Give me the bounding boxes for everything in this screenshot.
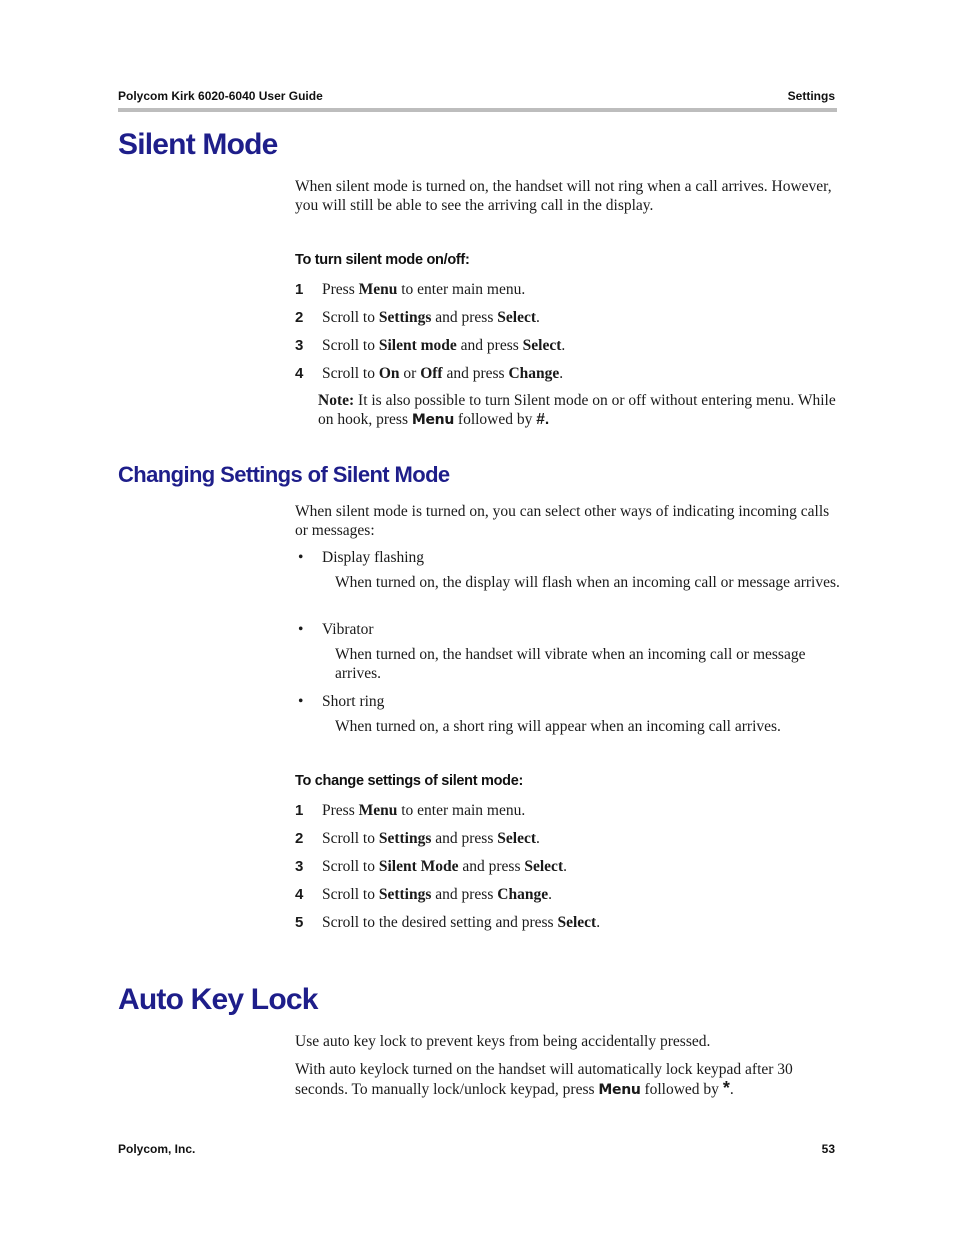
step-number: 1 — [295, 281, 304, 298]
bullet-label: Short ring — [322, 693, 385, 710]
footer-company: Polycom, Inc. — [118, 1142, 196, 1156]
auto-key-lock-description: With auto keylock turned on the handset will automatically lock keypad after 30 seconds. To manually lock/unlock keypad, press Menu followed by *. — [295, 1061, 793, 1098]
changing-settings-heading: Changing Settings of Silent Mode — [118, 462, 450, 487]
step-text: Scroll to the desired setting and press Select. — [322, 914, 601, 931]
step-number: 2 — [295, 830, 304, 847]
bullet-dot: • — [298, 693, 304, 710]
bullet-description: When turned on, the display will flash when an incoming call or message arrives. — [335, 574, 840, 591]
step-number: 4 — [295, 365, 304, 382]
header-rule — [118, 108, 837, 112]
step-number: 4 — [295, 886, 304, 903]
page-number: 53 — [821, 1142, 835, 1156]
turn-silent-procedure-title: To turn silent mode on/off: — [295, 252, 470, 268]
step-text: Scroll to Silent mode and press Select. — [322, 337, 566, 354]
running-header-title: Polycom Kirk 6020-6040 User Guide — [118, 89, 323, 103]
step-text: Scroll to On or Off and press Change. — [322, 365, 564, 382]
bullet-description: When turned on, a short ring will appear when an incoming call arrives. — [335, 718, 781, 735]
step-text: Scroll to Settings and press Change. — [322, 886, 552, 903]
running-header-section: Settings — [787, 89, 835, 103]
step-text: Press Menu to enter main menu. — [322, 802, 526, 819]
step-number: 2 — [295, 309, 304, 326]
silent-mode-heading: Silent Mode — [118, 128, 278, 161]
silent-mode-intro — [295, 177, 840, 215]
bullet-label: Display flashing — [322, 549, 425, 566]
step-text: Scroll to Silent Mode and press Select. — [322, 858, 567, 875]
star-key-symbol: * — [722, 1078, 730, 1098]
bullet-dot: • — [298, 621, 304, 638]
silent-mode-intro-text: When silent mode is turned on, the handset will not ring when a call arrives. However, you will still be able to see the arriving call in the display. — [295, 178, 832, 214]
step-text: Scroll to Settings and press Select. — [322, 830, 540, 847]
changing-settings-intro — [295, 502, 840, 540]
hash-key-symbol: #. — [536, 411, 550, 428]
auto-key-lock-heading: Auto Key Lock — [118, 983, 318, 1016]
step-number: 3 — [295, 337, 304, 354]
bullet-description: When turned on, the handset will vibrate when an incoming call or message arrives. — [335, 646, 806, 682]
step-text: Press Menu to enter main menu. — [322, 281, 526, 298]
step-number: 5 — [295, 914, 304, 931]
step-number: 1 — [295, 802, 304, 819]
note-label: Note: — [318, 392, 355, 409]
step-text: Scroll to Settings and press Select. — [322, 309, 540, 326]
step-number: 3 — [295, 858, 304, 875]
silent-mode-note: Note: It is also possible to turn Silent mode on or off without entering menu. While on hook, press Menu followed by #. — [318, 392, 836, 428]
bullet-label: Vibrator — [322, 621, 374, 638]
menu-key-symbol: Menu — [598, 1082, 641, 1098]
auto-key-lock-intro-text: Use auto key lock to prevent keys from being accidentally pressed. — [295, 1033, 711, 1050]
bullet-dot: • — [298, 549, 304, 566]
changing-settings-intro-text: When silent mode is turned on, you can select other ways of indicating incoming calls or messages: — [295, 503, 830, 539]
menu-key-symbol: Menu — [411, 412, 455, 428]
change-settings-procedure-title: To change settings of silent mode: — [295, 773, 523, 789]
auto-key-lock-intro — [295, 1032, 840, 1051]
